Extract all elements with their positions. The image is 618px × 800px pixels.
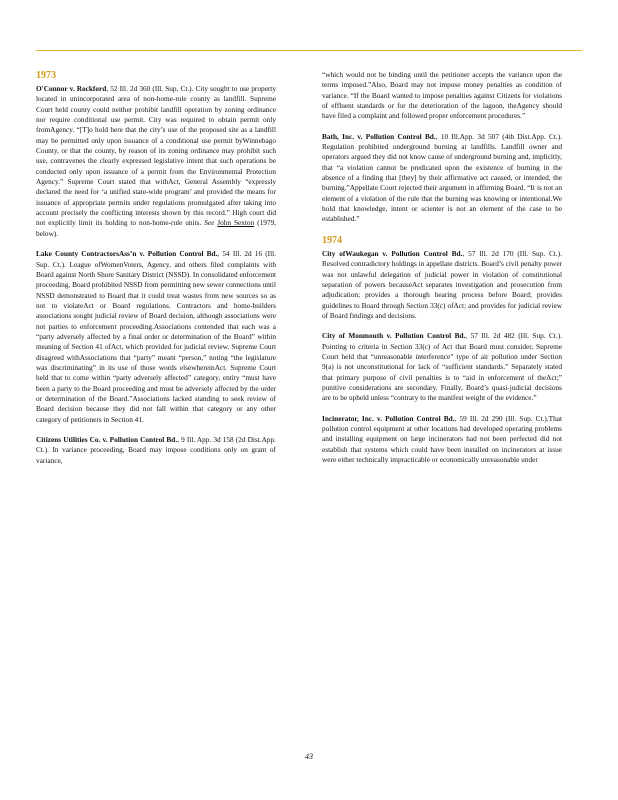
year-heading-1973: 1973 (36, 70, 56, 81)
case-entry-lake-county (36, 249, 276, 425)
case-name: Bath, Inc. v. Pollution Control Bd. (322, 131, 436, 141)
right-column (322, 70, 562, 475)
case-text: , 52 Ill. 2d 360 (Ill. Sup. Ct.). City sought to use property located in unincorporated area of non-home-rule county as landfill. Supreme Court held county could neither prohibit landfill operation by zoning ordinance nor require conditional use permit. City was required to obtain permit only fromAgency. “[T]o hold here that the city’s use of the proposed site as a landfill may be permitted only upon issuance of a conditional use permit byWinnebago County, or that the county, by reason of its zoning ordinance may prohibit such use, contravenes the clearly expressed legislative intent that such operations be conducted only upon issuance of a permit from the Environmental Protection Agency.” Supreme Court stated that withAct, General Assembly “expressly declared the need for ‘a unified state-wide program’ and provided the means for issuance of appropriate permits under regulations promulgated after taking into account precisely the conflicting interests shown by this record.” High court did not explicitly limit its holding to non-home-rule units. (36, 84, 276, 228)
case-text: , 57 Ill. 2d 482 (Ill. Sup. Ct.). Pointing to criteria in Section 33(c) of Act that Board must consider, Supreme Court held that “unreasonable interference” type of air pollution under Section 9(a) is not unconstitutional for lack of “sufficient standards.” Separately stated that primary purpose of civil penalties is to “aid in enforcement of theAct;” punitive considerations are secondary. Finally, Board’s quasi-judicial decisions are to be upheld unless “contrary to the manifest weight of the evidence.” (322, 331, 562, 403)
left-column (36, 70, 276, 476)
case-entry-incinerator (322, 414, 562, 466)
case-text: , 59 Ill. 2d 290 (Ill. Sup. Ct.).That pollution control equipment at other locations had developed operating problems and installing equipment on large incinerators had not been perfected did not establish that systems which could have been installed on incinerators at issue were either technically impracticable or economically unreasonable under (322, 413, 562, 464)
case-text: , 9 Ill. App. 3d 158 (2d Dist.App. Ct.). In variance proceeding, Board may impose conditions only on grant of variance, (36, 435, 277, 465)
case-text-tail: (1979, below). (36, 218, 276, 238)
year-heading-1974: 1974 (322, 234, 342, 246)
case-text: , 54 Ill. 2d 16 (Ill. Sup. Ct.). League ofWomenVoters, Agency, and others filed complaints with Board against North Shore Sanitary District (NSSD). In consolidated enforcement proceeding, Board prohibited NSSD from permitting new sewer connections until NSSD demonstrated to Board that it could treat wastes from new sources so as not to violateAct or Board regulations. Contractors and home-builders associations sought judicial review of Board decision, although associations were not parties to enforcement proceeding.Associations contended that each was a “party adversely affected by a final order or determination of the Board” within meaning of Section 41 ofAct, which provided for judicial review. Supreme Court disagreed withAssociations that “party” meant “person,” noting “the legislature was discriminating” in its use of those words elsewhereinAct. Supreme Court held that to come within “party adversely affected” category, entity “must have been a party to the Board proceeding and must be adversely affected by the order or determination of the Board.”Associations lacked standing to seek review of Board decision because they did not fall within that category or any other category of petitioners in Section 41. (36, 249, 276, 424)
case-entry-waukegan (322, 249, 562, 321)
case-name: City of Monmouth v. Pollution Control Bd. (322, 331, 466, 341)
see-signal: See (204, 218, 215, 228)
page-number: 43 (305, 752, 313, 761)
header-rule (36, 50, 582, 51)
case-entry-bath (322, 132, 562, 225)
case-entry-oconnor (36, 84, 276, 239)
case-text: , 57 Ill. 2d 170 (Ill. Sup. Ct.). Resolved contradictory holdings in appellate districts. Board’s civil penalty power was not unlawful delegation of judicial power in violation of constitutional separation of powers becauseAct separates investigation and prosecution from adjudication; provides a thorough hearing process before Board; provides guidelines to Board through Section 33(c) ofAct; and provides for judicial review of Board findings and decisions. (322, 248, 562, 320)
case-entry-citizens-utilities (36, 435, 276, 466)
case-name: Incinerator, Inc. v. Pollution Control Bd. (322, 413, 455, 423)
case-name: O'Connor v. Rockford (36, 84, 107, 93)
case-entry-monmouth (322, 331, 562, 403)
case-name: Lake County ContractorsAss’n v. Pollution Control Bd. (36, 249, 218, 259)
case-name: Citizens Utilities Co. v. Pollution Control Bd. (36, 435, 178, 444)
case-name: City ofWaukegan v. Pollution Control Bd. (322, 248, 463, 258)
cross-reference: John Sexton (217, 218, 255, 228)
case-entry-continued: “which would not be binding until the petitioner accepts the variance upon the terms imposed.”Also, Board may not impose money penalties as condition of variance. “If the Board wanted to impose penalties against Citizens for violations of effluent standards or for the deterioration of the lagoon, theAgency should have filed a complaint and followed proper enforcement procedures.” (322, 70, 562, 121)
case-text: , 10 Ill.App. 3d 507 (4th Dist.App. Ct.). Regulation prohibited underground burning at landfills. Landfill owner and operators argued they did not know cause of underground burning and, implicitly, that “a violation cannot be predicated upon the existence of burning in the absence of a finding that [they] by their affirmative act caused, or intended, the burning.”Appellate Court rejected their argument in affirming Board. “It is not an element of a violation of the rule that the burning was knowing or intentional.We hold that knowledge, intent or scienter is not an element of the case to be established.” (322, 131, 562, 224)
